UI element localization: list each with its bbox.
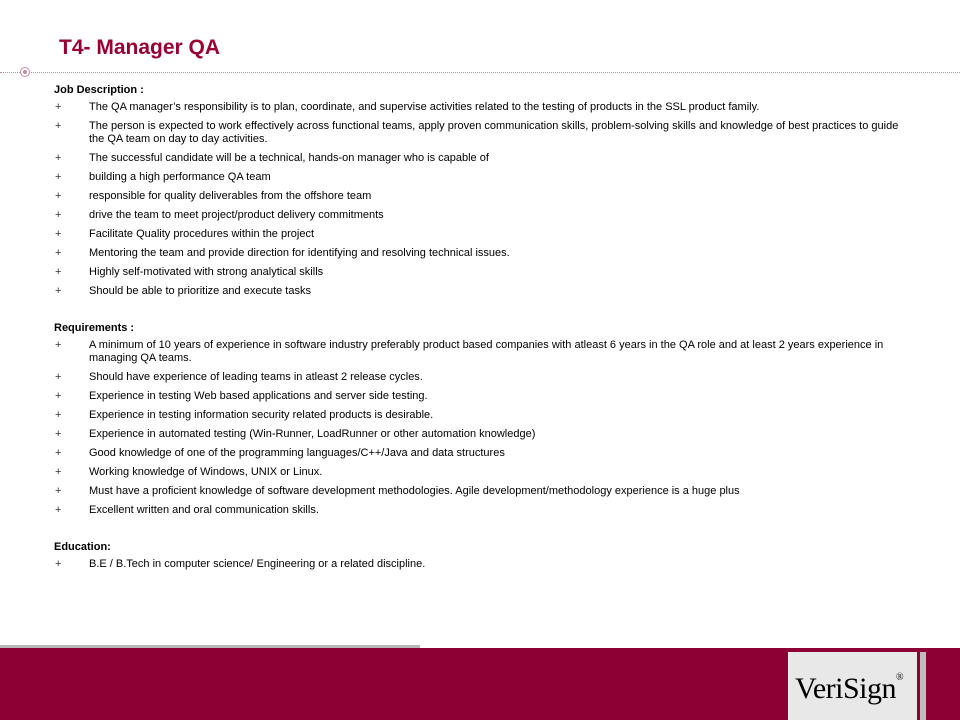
list-item — [54, 209, 904, 222]
list-item-text: Should be able to prioritize and execute tasks — [89, 285, 311, 297]
list-item-text: Excellent written and oral communication skills. — [89, 504, 319, 516]
requirements-list — [54, 339, 904, 517]
list-item — [54, 101, 904, 114]
bullet-icon: + — [55, 190, 62, 202]
list-item — [54, 339, 904, 365]
slide-content — [54, 84, 904, 577]
list-item-text: B.E / B.Tech in computer science/ Engineering or a related discipline. — [89, 558, 426, 570]
bullet-icon: + — [55, 466, 62, 478]
list-item — [54, 504, 904, 517]
list-item-text: building a high performance QA team — [89, 171, 271, 183]
list-item — [54, 485, 904, 498]
bullet-icon: + — [55, 447, 62, 459]
list-item-text: A minimum of 10 years of experience in software industry preferably product based companies with atleast 6 years in the QA role and at least 2 years experience in managing QA teams. — [89, 339, 884, 364]
list-item — [54, 558, 904, 571]
bullet-icon: + — [55, 558, 62, 570]
education-list — [54, 558, 904, 571]
list-item — [54, 466, 904, 479]
logo-wordmark: VeriSign — [795, 672, 896, 705]
divider-marker-icon — [20, 67, 30, 77]
bullet-icon: + — [55, 285, 62, 297]
list-item — [54, 409, 904, 422]
bullet-icon: + — [55, 228, 62, 240]
list-item — [54, 190, 904, 203]
list-item-text: The successful candidate will be a technical, hands-on manager who is capable of — [89, 152, 489, 164]
logo-panel-edge — [920, 652, 926, 720]
list-item-text: Mentoring the team and provide direction for identifying and resolving technical issues. — [89, 247, 510, 259]
list-item-text: Must have a proficient knowledge of software development methodologies. Agile development/methodology experience is a huge plus — [89, 485, 740, 497]
job-description-heading: Job Description : — [54, 84, 144, 96]
list-item-text: Experience in testing Web based applications and server side testing. — [89, 390, 428, 402]
list-item-text: drive the team to meet project/product delivery commitments — [89, 209, 384, 221]
bullet-icon: + — [55, 266, 62, 278]
list-item — [54, 285, 904, 298]
logo-registered-mark: ® — [896, 672, 904, 683]
list-item — [54, 428, 904, 441]
requirements-heading: Requirements : — [54, 322, 135, 334]
bullet-icon: + — [55, 209, 62, 221]
verisign-logo — [795, 672, 903, 706]
list-item — [54, 228, 904, 241]
list-item — [54, 152, 904, 165]
section-gap — [54, 523, 904, 541]
list-item — [54, 371, 904, 384]
bullet-icon: + — [55, 152, 62, 164]
list-item-text: The QA manager’s responsibility is to plan, coordinate, and supervise activities related to the testing of products in the SSL product family. — [89, 101, 760, 113]
list-item — [54, 171, 904, 184]
bullet-icon: + — [55, 339, 62, 351]
list-item-text: responsible for quality deliverables from the offshore team — [89, 190, 372, 202]
section-gap — [54, 304, 904, 322]
list-item-text: Experience in testing information security related products is desirable. — [89, 409, 434, 421]
bullet-icon: + — [55, 409, 62, 421]
bullet-icon: + — [55, 247, 62, 259]
bullet-icon: + — [55, 390, 62, 402]
bullet-icon: + — [55, 101, 62, 113]
bullet-icon: + — [55, 171, 62, 183]
list-item-text: Highly self-motivated with strong analytical skills — [89, 266, 324, 278]
education-heading: Education: — [54, 541, 111, 553]
bullet-icon: + — [55, 504, 62, 516]
list-item — [54, 447, 904, 460]
bullet-icon: + — [55, 485, 62, 497]
list-item — [54, 247, 904, 260]
slide-title: T4- Manager QA — [59, 36, 221, 59]
list-item-text: Working knowledge of Windows, UNIX or Linux. — [89, 466, 323, 478]
job-description-list — [54, 101, 904, 298]
list-item-text: The person is expected to work effectively across functional teams, apply proven communication skills, problem-solving skills and knowledge of best practices to guide the QA team on day to day activities. — [89, 120, 899, 145]
bullet-icon: + — [55, 120, 62, 132]
list-item — [54, 390, 904, 403]
list-item — [54, 120, 904, 146]
list-item-text: Should have experience of leading teams in atleast 2 release cycles. — [89, 371, 423, 383]
list-item-text: Good knowledge of one of the programming languages/C++/Java and data structures — [89, 447, 505, 459]
list-item-text: Facilitate Quality procedures within the project — [89, 228, 314, 240]
list-item-text: Experience in automated testing (Win-Runner, LoadRunner or other automation knowledge) — [89, 428, 536, 440]
bullet-icon: + — [55, 371, 62, 383]
bullet-icon: + — [55, 428, 62, 440]
list-item — [54, 266, 904, 279]
title-divider — [0, 72, 960, 73]
